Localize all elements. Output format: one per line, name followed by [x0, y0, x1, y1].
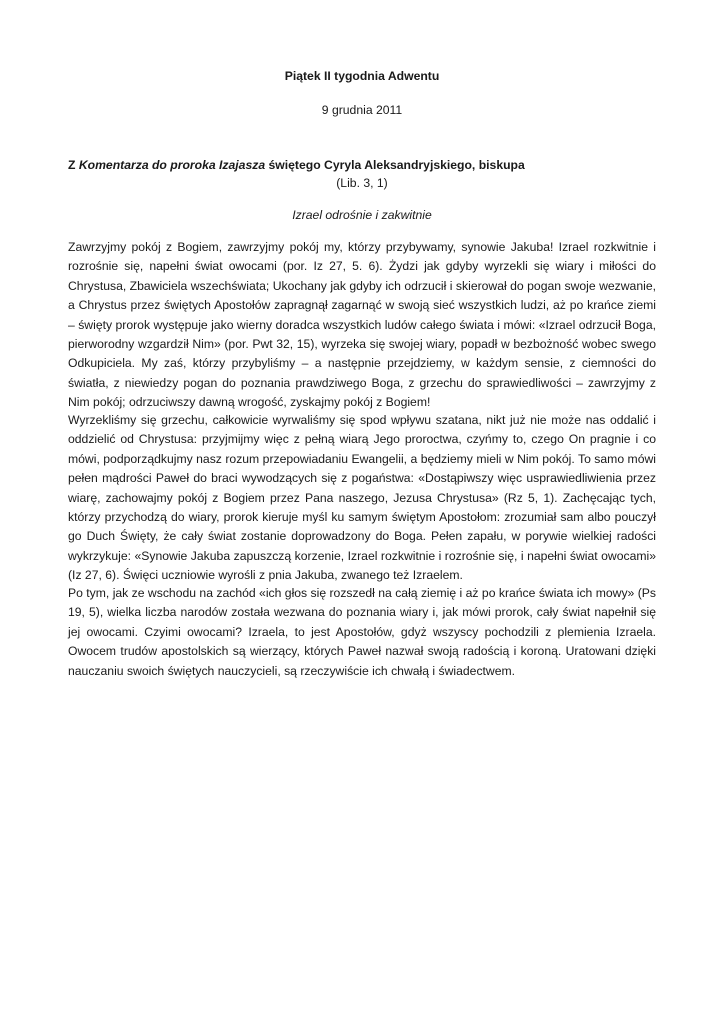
- body-paragraph-3: Po tym, jak ze wschodu na zachód «ich głos się rozszedł na całą ziemię i aż po krańce świata ich mowy» (Ps 19, 5), wielka liczba narodów została wezwana do poznania wiary i, jak mówi prorok, cały świat napełnił się jej owocami. Czyimi owocami? Izraela, to jest Apostołów, gdyż wszyscy pochodzili z plemienia Izraela. Owocem trudów apostolskich są wierzący, których Paweł nazwał swoją radością i koroną. Uratowani dzięki nauczaniu swoich świętych nauczycieli, są rzeczywiście ich chwałą i świadectwem.: [68, 586, 656, 678]
- source-work-title: Komentarza do proroka Izajasza: [78, 158, 266, 172]
- document-title: Piątek II tygodnia Adwentu: [284, 69, 440, 83]
- reading-subtitle: Izrael odrośnie i zakwitnie: [292, 208, 432, 222]
- body-paragraph-1: Zawrzyjmy pokój z Bogiem, zawrzyjmy pokój my, którzy przybywamy, synowie Jakuba! Izrael rozkwitnie i rozrośnie się, napełni świat owocami (por. Iz 27, 5. 6). Żydzi jak gdyby wyrzekli się wiary i miłości do Chrystusa, Zbawiciela wszechświata; Ukochany jak gdyby ich odrzucił i skierował do pogan swoje wezwanie, a Chrystus przez świętych Apostołów zapragnął zagarnąć w swoją sieć wszystkich ludzi, aż po krańce ziemi – święty prorok występuje jako wierny doradca wszystkich ludów całego świata i mówi: «Izrael odrzucił Boga, pierworodny wzgardził Nim» (por. Pwt 32, 15), wyrzeka się swojej wiary, popadł w bezbożność wobec swego Odkupiciela. My zaś, którzy przybyliśmy – a następnie przejdziemy, w każdym sensie, z ciemności do światła, z niewiedzy pogan do poznania prawdziwego Boga, z grzechu do sprawiedliwości – zawrzyjmy z Nim pokój; odrzuciwszy dawną wrogość, zyskajmy pokój z Bogiem!: [68, 240, 656, 410]
- body-paragraph-2: Wyrzekliśmy się grzechu, całkowicie wyrwaliśmy się spod wpływu szatana, nikt już nie może nas oddalić i oddzielić od Chrystusa: przyjmijmy więc z pełną wiarą Jego proroctwa, czyńmy to, czego On pragnie i co mówi, podporządkujmy nasz rozum przepowiadaniu Ewangelii, a będziemy mieli w Nim pokój. To samo mówi pełen mądrości Paweł do braci wywodzących się z pogaństwa: «Dostąpiwszy więc usprawiedliwienia przez wiarę, zachowajmy pokój z Bogiem przez Pana naszego, Jezusa Chrystusa» (Rz 5, 1). Zachęcając tych, którzy przychodzą do wiary, prorok kieruje myśl ku samym świętym Apostołom: zrozumiał sam albo pouczył go Duch Święty, że cały świat zostanie doprowadzony do Boga. Pełen zapału, w porywie wielkiej radości wykrzykuje: «Synowie Jakuba zapuszczą korzenie, Izrael rozkwitnie i rozrośnie się, i napełni świat owocami» (Iz 27, 6). Święci uczniowie wyrośli z pnia Jakuba, zwanego też Izraelem.: [68, 413, 656, 583]
- document-date: 9 grudnia 2011: [321, 103, 403, 117]
- source-reference: (Lib. 3, 1): [336, 176, 388, 190]
- source-author: świętego Cyryla Aleksandryjskiego, biskupa: [265, 158, 525, 172]
- source-prefix: Z: [68, 158, 79, 172]
- source-heading: [68, 157, 658, 173]
